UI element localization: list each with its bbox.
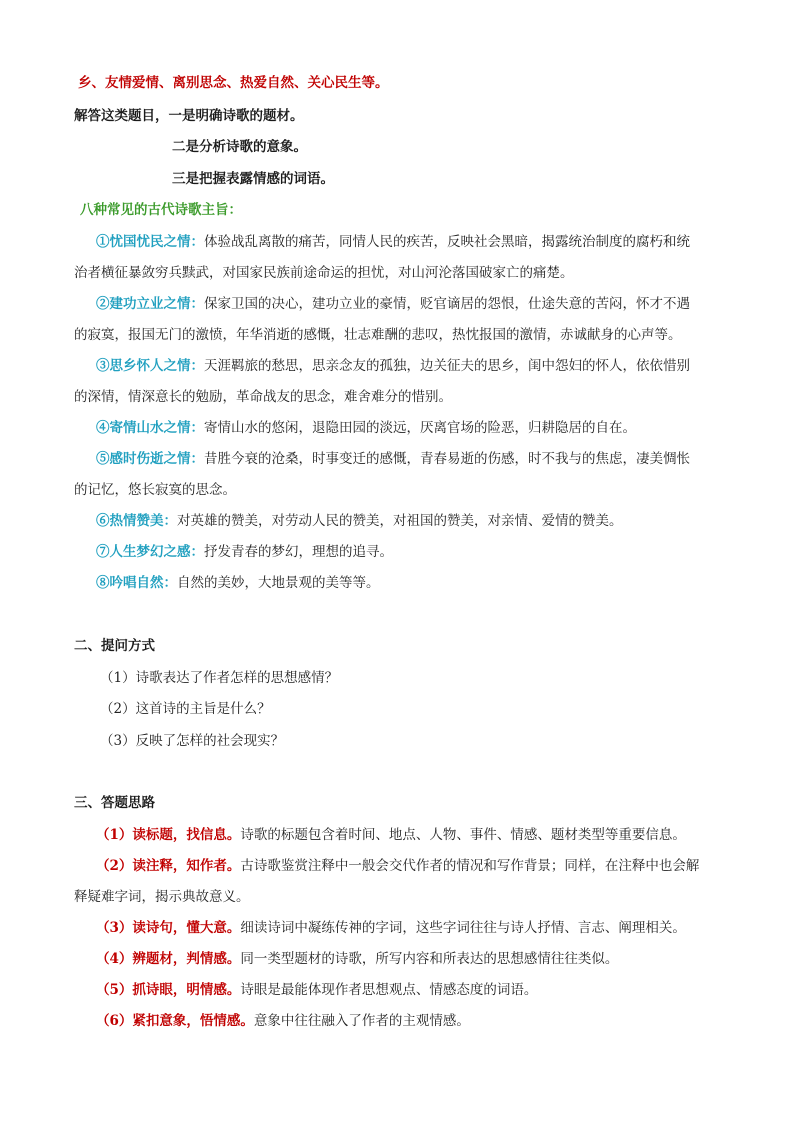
theme-label: ④寄情山水之情： — [96, 420, 204, 436]
theme-text: 天涯羁旅的愁思，思亲念友的孤独，边关征夫的思乡，闺中怨妇的怀人，依依惜别 — [204, 358, 690, 374]
theme-item-5-cont: 的记忆，悠长寂寞的思念。 — [74, 482, 236, 498]
theme-text: 体验战乱离散的痛苦，同情人民的疾苦，反映社会黑暗，揭露统治制度的腐朽和统 — [204, 234, 690, 250]
theme-item-3 — [96, 356, 690, 376]
approach-label: （2）读注释，知作者。 — [96, 858, 241, 874]
theme-label: ⑦人生梦幻之感： — [96, 544, 204, 560]
themes-heading: 八种常见的古代诗歌主旨： — [80, 202, 242, 218]
approach-text: 古诗歌鉴赏注释中一般会交代作者的情况和写作背景；同样，在注释中也会解 — [240, 858, 700, 874]
theme-item-1 — [96, 232, 690, 252]
approach-item-4 — [96, 949, 618, 969]
theme-text: 保家卫国的决心，建功立业的豪情，贬官谪居的怨恨，仕途失意的苦闷，怀才不遇 — [204, 296, 690, 312]
intro-line-1: 乡、友情爱情、离别思念、热爱自然、关心民生等。 — [78, 75, 389, 91]
approach-label: （4）辨题材，判情感。 — [96, 951, 241, 967]
theme-item-8 — [96, 573, 380, 593]
section-3-heading: 三、答题思路 — [74, 795, 155, 811]
approach-item-3 — [96, 918, 686, 938]
approach-label: （5）抓诗眼，明情感。 — [96, 982, 241, 998]
theme-item-7 — [96, 542, 393, 562]
theme-label: ①忧国忧民之情： — [96, 234, 204, 250]
theme-label: ③思乡怀人之情： — [96, 358, 204, 374]
theme-item-5 — [96, 449, 690, 469]
theme-label: ②建功立业之情： — [96, 296, 204, 312]
theme-text: 对英雄的赞美，对劳动人民的赞美，对祖国的赞美，对亲情、爱情的赞美。 — [177, 513, 623, 529]
approach-item-5 — [96, 980, 537, 1000]
approach-label: （6）紧扣意象，悟情感。 — [96, 1013, 254, 1029]
approach-item-2 — [96, 856, 699, 876]
approach-item-2-cont: 释疑难字词，揭示典故意义。 — [74, 889, 250, 905]
approach-text: 同一类型题材的诗歌，所写内容和所表达的思想感情往往类似。 — [240, 951, 619, 967]
approach-text: 细读诗词中凝练传神的字词，这些字词往往与诗人抒情、言志、阐理相关。 — [240, 920, 686, 936]
theme-text: 寄情山水的悠闲，退隐田园的淡远，厌离官场的险恶，归耕隐居的自在。 — [204, 420, 636, 436]
question-item-2: （2）这首诗的主旨是什么？ — [100, 701, 271, 717]
theme-item-1-cont: 治者横征暴敛穷兵黩武，对国家民族前途命运的担忧，对山河沦落国破家亡的痛楚。 — [74, 265, 574, 281]
approach-text: 诗眼是最能体现作者思想观点、情感态度的词语。 — [240, 982, 538, 998]
theme-label: ⑤感时伤逝之情： — [96, 451, 204, 467]
approach-label: （3）读诗句，懂大意。 — [96, 920, 241, 936]
theme-text: 抒发青春的梦幻，理想的追寻。 — [204, 544, 393, 560]
approach-text: 意象中往往融入了作者的主观情感。 — [253, 1013, 470, 1029]
approach-item-1 — [96, 825, 686, 845]
theme-item-6 — [96, 511, 623, 531]
theme-label: ⑧吟唱自然： — [96, 575, 177, 591]
approach-text: 诗歌的标题包含着时间、地点、人物、事件、情感、题材类型等重要信息。 — [240, 827, 686, 843]
question-item-3: （3）反映了怎样的社会现实？ — [100, 733, 285, 749]
theme-item-4 — [96, 418, 636, 438]
intro-line-3: 二是分析诗歌的意象。 — [172, 139, 307, 155]
theme-text: 自然的美妙，大地景观的美等等。 — [177, 575, 380, 591]
theme-item-2 — [96, 294, 690, 314]
theme-item-2-cont: 的寂寞，报国无门的激愤，年华消逝的感慨，壮志难酬的悲叹，热忱报国的激情，赤诚献身的心声等。 — [74, 327, 682, 343]
question-item-1: （1）诗歌表达了作者怎样的思想感情？ — [100, 670, 339, 686]
theme-label: ⑥热情赞美： — [96, 513, 177, 529]
approach-item-6 — [96, 1011, 470, 1031]
theme-item-3-cont: 的深情，情深意长的勉励，革命战友的思念，难舍难分的惜别。 — [74, 389, 452, 405]
section-2-heading: 二、提问方式 — [74, 638, 155, 654]
intro-line-4: 三是把握表露情感的词语。 — [172, 171, 334, 187]
approach-label: （1）读标题，找信息。 — [96, 827, 241, 843]
intro-line-2: 解答这类题目，一是明确诗歌的题材。 — [74, 108, 304, 124]
theme-text: 昔胜今衰的沧桑，时事变迁的感慨，青春易逝的伤感，时不我与的焦虑，凄美惆怅 — [204, 451, 690, 467]
